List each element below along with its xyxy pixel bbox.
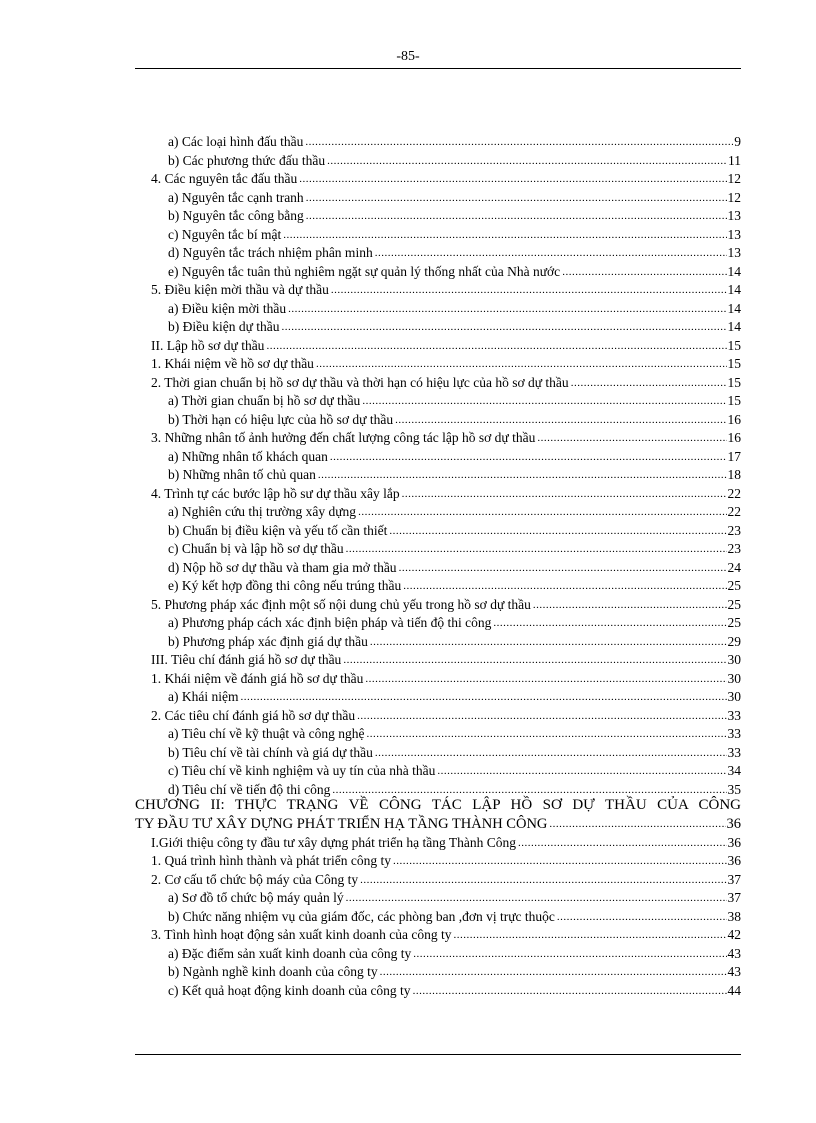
- dot-leader: [370, 635, 727, 649]
- toc-entry-title: a) Những nhân tố khách quan: [168, 448, 328, 464]
- toc-entry-page: 38: [727, 908, 741, 924]
- dot-leader: [403, 579, 726, 593]
- toc-entry[interactable]: [168, 577, 741, 595]
- toc-entry-page: 17: [727, 448, 741, 464]
- toc-entry-title: b) Những nhân tố chủ quan: [168, 467, 316, 482]
- toc-entry-title: b) Phương pháp xác định giá dự thầu: [168, 633, 368, 649]
- toc-entry-page: 37: [727, 871, 741, 887]
- toc-entry[interactable]: [168, 466, 741, 484]
- toc-entry[interactable]: [168, 411, 741, 429]
- toc-entry[interactable]: [151, 871, 741, 889]
- chapter-title[interactable]: CHƯƠNG II: THỰC TRẠNG VỀ CÔNG TÁC LẬP HỒ SƠ DỰ THẦU CỦA CÔNG: [135, 797, 741, 813]
- toc-entry-title: b) Chuẩn bị điều kiện và yếu tố cần thiết: [168, 522, 388, 538]
- toc-entry[interactable]: [168, 152, 741, 170]
- dot-leader: [557, 910, 727, 924]
- toc-entry[interactable]: [168, 559, 741, 577]
- dot-leader: [389, 524, 726, 538]
- toc-entry-page: 14: [727, 319, 741, 334]
- toc-entry-title: 3. Tình hình hoạt động sản xuất kinh doanh của công ty: [151, 927, 452, 942]
- dot-leader: [437, 764, 726, 778]
- toc-entry-page: 33: [727, 726, 741, 741]
- toc-entry-page: 22: [727, 485, 741, 501]
- toc-entry[interactable]: [168, 226, 741, 244]
- dot-leader: [518, 836, 727, 850]
- toc-entry[interactable]: [151, 926, 741, 944]
- toc-entry-page: 42: [727, 927, 741, 942]
- toc-entry-page: 30: [727, 670, 741, 686]
- toc-entry-page: 14: [727, 282, 741, 297]
- toc-entry-page: 13: [727, 226, 741, 242]
- toc-entry-page: 43: [727, 964, 741, 979]
- toc-entry-page: 25: [727, 578, 741, 593]
- dot-leader: [318, 468, 727, 482]
- toc-entry[interactable]: [168, 540, 741, 558]
- toc-entry[interactable]: [151, 852, 741, 870]
- dot-leader: [562, 265, 726, 279]
- dot-leader: [343, 653, 726, 667]
- toc-entry-page: 29: [727, 633, 741, 649]
- toc-entry-title: a) Nghiên cứu thị trường xây dựng: [168, 504, 357, 519]
- toc-entry-title: a) Sơ đồ tổ chức bộ máy quản lý: [168, 890, 344, 905]
- toc-entry-page: 14: [727, 263, 741, 279]
- toc-entry-page: 25: [727, 615, 741, 630]
- toc-entry[interactable]: [151, 651, 741, 669]
- dot-leader: [537, 431, 726, 445]
- toc-entry-title: a) Tiêu chí về kỹ thuật và công nghệ: [168, 726, 365, 741]
- dot-leader: [493, 616, 726, 630]
- dot-leader: [346, 891, 727, 905]
- dot-leader: [365, 672, 726, 686]
- toc-entry[interactable]: [151, 670, 741, 688]
- toc-entry-title: c) Tiêu chí về kinh nghiệm và uy tín của nhà thầu: [168, 763, 436, 778]
- page-number: -85-: [396, 49, 420, 64]
- toc-entry-page: 34: [727, 763, 741, 778]
- toc-entry-page: 12: [727, 171, 741, 186]
- dot-leader: [395, 413, 726, 427]
- dot-leader: [332, 783, 726, 797]
- toc-entry-title: 2. Thời gian chuẩn bị hồ sơ dự thầu và thời hạn có hiệu lực của hồ sơ dự thầu: [151, 374, 569, 390]
- toc-entry[interactable]: [168, 614, 741, 632]
- toc-entry-page: 30: [727, 689, 741, 704]
- toc-entry-page: 30: [727, 652, 741, 667]
- toc-entry-title: d) Nộp hồ sơ dự thầu và tham gia mở thầu: [168, 559, 397, 575]
- toc-entry-title: a) Đặc điểm sản xuất kinh doanh của công ty: [168, 945, 412, 961]
- toc-entry[interactable]: [168, 263, 741, 281]
- toc-entry[interactable]: [151, 355, 741, 373]
- toc-entry[interactable]: [168, 522, 741, 540]
- toc-entry-title: a) Điều kiện mời thầu: [168, 300, 287, 316]
- dot-leader: [346, 542, 727, 556]
- dot-leader: [240, 690, 726, 704]
- toc-entry-page: 18: [727, 467, 741, 482]
- dot-leader: [393, 854, 727, 868]
- dot-leader: [375, 246, 727, 260]
- toc-entry[interactable]: [151, 337, 741, 355]
- toc-entry-title: 5. Phương pháp xác định một số nội dung chủ yếu trong hồ sơ dự thầu: [151, 596, 531, 612]
- toc-entry-title: 4. Trình tự các bước lập hồ sư dự thầu xây lắp: [151, 485, 400, 501]
- toc-entry-page: 43: [727, 945, 741, 961]
- dot-leader: [357, 709, 726, 723]
- dot-leader: [402, 487, 727, 501]
- toc-entry-title: b) Các phương thức đấu thầu: [168, 152, 326, 168]
- toc-entry-page: 23: [727, 541, 741, 556]
- toc-entry-title: d) Nguyên tắc trách nhiệm phân minh: [168, 245, 373, 260]
- toc-entry[interactable]: [168, 762, 741, 780]
- dot-leader: [331, 283, 727, 297]
- dot-leader: [360, 873, 726, 887]
- toc-entry-title: II. Lập hồ sơ dự thầu: [151, 337, 265, 353]
- toc-entry[interactable]: [168, 963, 741, 981]
- dot-leader: [316, 357, 727, 371]
- toc-entry-title: I.Giới thiệu công ty đầu tư xây dựng phát triển hạ tầng Thành Công: [151, 834, 516, 850]
- toc-entry-page: 37: [727, 890, 741, 905]
- toc-entry[interactable]: [168, 908, 741, 926]
- toc-entry[interactable]: [168, 133, 741, 151]
- toc-entry[interactable]: [151, 485, 741, 503]
- dot-leader: [266, 339, 726, 353]
- toc-entry[interactable]: [151, 596, 741, 614]
- toc-entry[interactable]: [168, 982, 741, 1000]
- toc-entry[interactable]: [151, 834, 741, 852]
- toc-entry[interactable]: [168, 945, 741, 963]
- toc-entry-page: 12: [727, 189, 741, 205]
- toc-entry-page: 36: [727, 853, 741, 868]
- toc-entry-page: 36: [727, 834, 741, 850]
- toc-entry-title: b) Điều kiện dự thầu: [168, 319, 280, 334]
- toc-entry-page: 13: [727, 245, 741, 260]
- toc-entry[interactable]: [168, 503, 741, 521]
- toc-entry-title: c) Kết quả hoạt động kinh doanh của công ty: [168, 982, 411, 998]
- toc-entry[interactable]: [168, 207, 741, 225]
- dot-leader: [413, 947, 726, 961]
- dot-leader: [399, 561, 727, 575]
- toc-entry-page: 9: [734, 134, 741, 149]
- dot-leader: [288, 302, 726, 316]
- dot-leader: [358, 505, 726, 519]
- toc-entry-title: III. Tiêu chí đánh giá hồ sơ dự thầu: [151, 652, 342, 667]
- toc-entry-title: a) Nguyên tắc cạnh tranh: [168, 189, 304, 205]
- toc-entry-title: b) Tiêu chí về tài chính và giá dự thầu: [168, 744, 373, 760]
- toc-entry-page: 44: [727, 982, 741, 998]
- toc-entry-page: 36: [726, 816, 741, 832]
- toc-entry-page: 33: [727, 744, 741, 760]
- toc-entry-page: 15: [727, 393, 741, 408]
- toc-entry-title: b) Nguyên tắc công bằng: [168, 208, 304, 223]
- toc-entry-page: 16: [727, 430, 741, 445]
- dot-leader: [327, 154, 727, 168]
- toc-entry-page: 22: [727, 504, 741, 519]
- dot-leader: [362, 394, 726, 408]
- toc-entry-title: 3. Những nhân tố ảnh hưởng đến chất lượng công tác lập hồ sơ dự thầu: [151, 430, 536, 445]
- toc-entry[interactable]: [168, 189, 741, 207]
- toc-entry-page: 14: [727, 300, 741, 316]
- dot-leader: [453, 928, 726, 942]
- toc-entry-title: a) Thời gian chuẩn bị hồ sơ dự thầu: [168, 393, 361, 408]
- toc-entry-page: 33: [727, 707, 741, 723]
- toc-entry[interactable]: [151, 170, 741, 188]
- toc-entry[interactable]: [168, 448, 741, 466]
- toc-entry-title: a) Khái niệm: [168, 689, 239, 704]
- toc-entry-title: c) Chuẩn bị và lập hồ sơ dự thầu: [168, 541, 344, 556]
- dot-leader: [299, 172, 726, 186]
- toc-entry-title: TY ĐẦU TƯ XÂY DỰNG PHÁT TRIỂN HẠ TẦNG THÀNH CÔNG: [135, 816, 548, 832]
- toc-entry-title: 2. Các tiêu chí đánh giá hồ sơ dự thầu: [151, 707, 356, 723]
- dot-leader: [282, 320, 727, 334]
- dot-leader: [533, 598, 727, 612]
- toc-entry-title: 1. Khái niệm về hồ sơ dự thầu: [151, 356, 314, 371]
- dot-leader: [330, 450, 727, 464]
- toc-entry[interactable]: [135, 815, 741, 833]
- toc-entry[interactable]: [168, 633, 741, 651]
- toc-entry-title: a) Các loại hình đấu thầu: [168, 134, 304, 149]
- toc-entry-page: 24: [727, 559, 741, 575]
- toc-entry-page: 16: [727, 411, 741, 427]
- toc-entry[interactable]: [168, 725, 741, 743]
- toc-entry-title: d) Tiêu chí về tiến độ thi công: [168, 781, 331, 797]
- dot-leader: [571, 376, 727, 390]
- toc-entry[interactable]: [151, 429, 741, 447]
- toc-entry[interactable]: [168, 744, 741, 762]
- dot-leader: [366, 727, 726, 741]
- toc-entry[interactable]: [151, 281, 741, 299]
- toc-entry-title: b) Ngành nghề kinh doanh của công ty: [168, 964, 378, 979]
- toc-entry-title: 1. Khái niệm về đánh giá hồ sơ dự thầu: [151, 670, 364, 686]
- toc-entry[interactable]: [168, 688, 741, 706]
- toc-entry-page: 13: [727, 208, 741, 223]
- dot-leader: [305, 135, 733, 149]
- toc-entry-title: 4. Các nguyên tắc đấu thầu: [151, 171, 298, 186]
- toc-entry-title: c) Nguyên tắc bí mật: [168, 226, 282, 242]
- toc-entry-page: 11: [728, 152, 741, 168]
- toc-entry-page: 15: [727, 374, 741, 390]
- dot-leader: [306, 209, 727, 223]
- toc-entry[interactable]: [168, 889, 741, 907]
- toc-entry-title: e) Ký kết hợp đồng thi công nếu trúng thầu: [168, 578, 402, 593]
- toc-entry-title: 5. Điều kiện mời thầu và dự thầu: [151, 282, 329, 297]
- dot-leader: [413, 984, 727, 998]
- toc-entry-page: 35: [727, 781, 741, 797]
- footer-rule: [135, 1054, 741, 1055]
- dot-leader: [283, 228, 726, 242]
- dot-leader: [380, 965, 727, 979]
- toc-entry-title: b) Chức năng nhiệm vụ của giám đốc, các phòng ban ,đơn vị trực thuộc: [168, 908, 555, 924]
- toc-entry[interactable]: [168, 244, 741, 262]
- toc-entry[interactable]: [168, 300, 741, 318]
- toc-entry[interactable]: [168, 392, 741, 410]
- toc-entry-page: 23: [727, 522, 741, 538]
- toc-entry-page: 15: [727, 337, 741, 353]
- toc-entry[interactable]: [168, 318, 741, 336]
- toc-entry-title: e) Nguyên tắc tuân thủ nghiêm ngặt sự quản lý thống nhất của Nhà nước: [168, 263, 561, 279]
- toc-entry-title: a) Phương pháp cách xác định biện pháp và tiến độ thi công: [168, 615, 492, 630]
- toc-entry[interactable]: [151, 707, 741, 725]
- toc-entry-page: 15: [727, 356, 741, 371]
- toc-entry-title: b) Thời hạn có hiệu lực của hồ sơ dự thầu: [168, 411, 394, 427]
- toc-entry-page: 25: [727, 596, 741, 612]
- toc-entry-title: 1. Quá trình hình thành và phát triển công ty: [151, 853, 391, 868]
- dot-leader: [549, 817, 725, 831]
- dot-leader: [306, 191, 727, 205]
- toc-entry-title: 2. Cơ cấu tổ chức bộ máy của Công ty: [151, 871, 359, 887]
- toc-entry[interactable]: [151, 374, 741, 392]
- dot-leader: [375, 746, 727, 760]
- header-rule: [135, 68, 741, 69]
